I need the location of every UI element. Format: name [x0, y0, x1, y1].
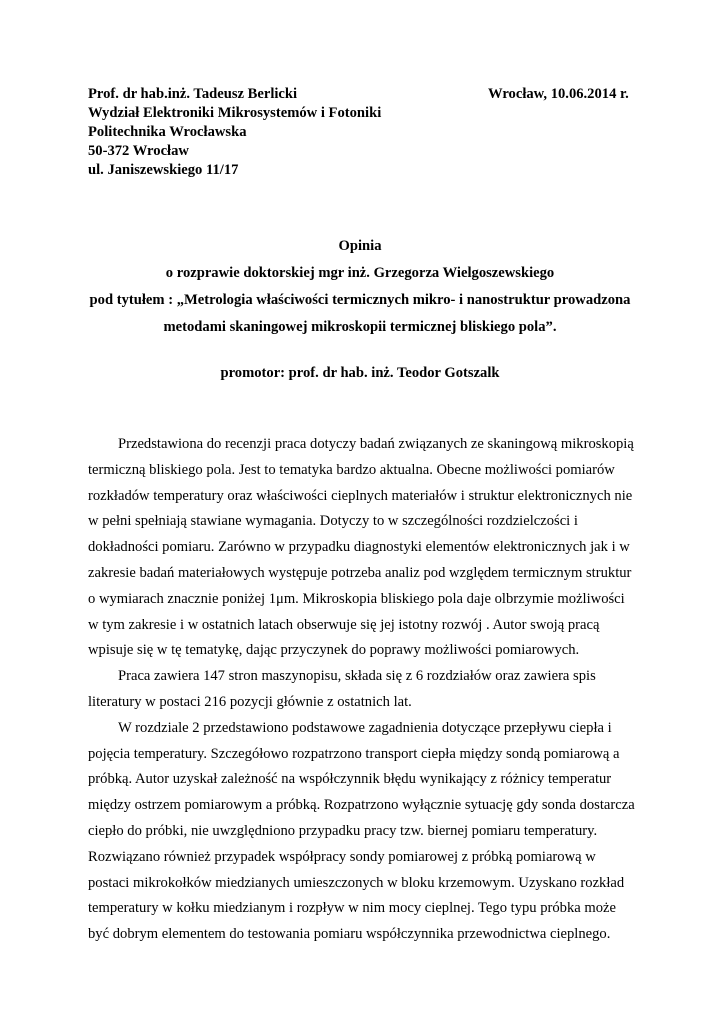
text-line: pojęcia temperatury. Szczegółowo rozpatrzono transport ciepła między sondą pomiarową a [88, 745, 620, 762]
street-address: ul. Janiszewskiego 11/17 [88, 162, 239, 178]
text-line: termiczną bliskiego pola. Jest to tematyka bardzo aktualna. Obecne możliwości pomiarów [88, 461, 615, 478]
text-line: ciepło do próbki, nie uwzględniono przypadku pracy tzw. biernej pomiaru temperatury. [88, 822, 598, 839]
text-line: między ostrzem pomiarowym a próbką. Rozpatrzono wyłącznie sytuację gdy sonda dostarcza [88, 797, 635, 814]
text-line: Przedstawiona do recenzji praca dotyczy badań związanych ze skaningową mikroskopią [118, 436, 634, 452]
postal-code-city: 50-372 Wrocław [88, 143, 189, 159]
promoter-line: promotor: prof. dr hab. inż. Teodor Gotszalk [220, 365, 500, 381]
text-line: w pełni spełniają stawiane wymagania. Dotyczy to w szczególności rozdzielczości i [88, 513, 578, 530]
text-line: temperatury w kołku miedzianym i rozpływ w nim mocy cieplnej. Tego typu próbka może [88, 900, 617, 917]
text-line: o wymiarach znacznie poniżej 1μm. Mikroskopia bliskiego pola daje olbrzymie możliwości [88, 590, 625, 607]
document-title: Opinia [338, 238, 382, 254]
department-name: Wydział Elektroniki Mikrosystemów i Fotoniki [88, 105, 382, 121]
university-name: Politechnika Wrocławska [88, 124, 247, 140]
text-line: Praca zawiera 147 stron maszynopisu, składa się z 6 rozdziałów oraz zawiera spis [118, 668, 596, 685]
text-line: rozkładów temperatury oraz właściwości cieplnych materiałów i struktur elektronicznych nie [88, 487, 633, 504]
text-line: zakresie badań materiałowych występuje potrzeba analiz pod względem termicznym struktur [88, 564, 632, 581]
text-line: Rozwiązano również przypadek współpracy sondy pomiarowej z próbką pomiarową w [88, 848, 596, 865]
text-line: próbką. Autor uzyskał zależność na współczynnik błędu wynikający z różnicy temperatur [88, 771, 612, 788]
text-line: dokładności pomiaru. Zarówno w przypadku diagnostyki elementów elektronicznych jak i w [88, 539, 630, 556]
sender-address-block [88, 85, 381, 180]
author-name: Prof. dr hab.inż. Tadeusz Berlicki [88, 86, 298, 102]
text-line: W rozdziale 2 przedstawiono podstawowe zagadnienia dotyczące przepływu ciepła i [118, 719, 612, 736]
title-block [60, 233, 660, 341]
dissertation-subject: o rozprawie doktorskiej mgr inż. Grzegorza Wielgoszewskiego [165, 265, 555, 281]
opinion-body [88, 432, 648, 948]
text-line: postaci mikrokołków miedzianych umieszczonych w bloku krzemowym. Uzyskano rozkład [88, 874, 625, 891]
text-line: wpisuje się w tę tematykę, dając przyczynek do poprawy możliwości pomiarowych. [88, 642, 580, 659]
text-line: być dobrym elementem do testowania pomiaru współczynnika przewodnictwa cieplnego. [88, 926, 611, 943]
dissertation-title-line-2: metodami skaningowej mikroskopii termicznej bliskiego pola”. [163, 319, 557, 335]
place-and-date: Wrocław, 10.06.2014 r. [488, 86, 629, 102]
text-line: w tym zakresie i w ostatnich latach obserwuje się jej istotny rozwój . Autor swoją pracą [88, 616, 600, 633]
text-line: literatury w postaci 216 pozycji głównie z ostatnich lat. [88, 693, 412, 710]
dissertation-title-line-1: pod tytułem : „Metrologia właściwości termicznych mikro- i nanostruktur prowadzona [89, 292, 631, 308]
